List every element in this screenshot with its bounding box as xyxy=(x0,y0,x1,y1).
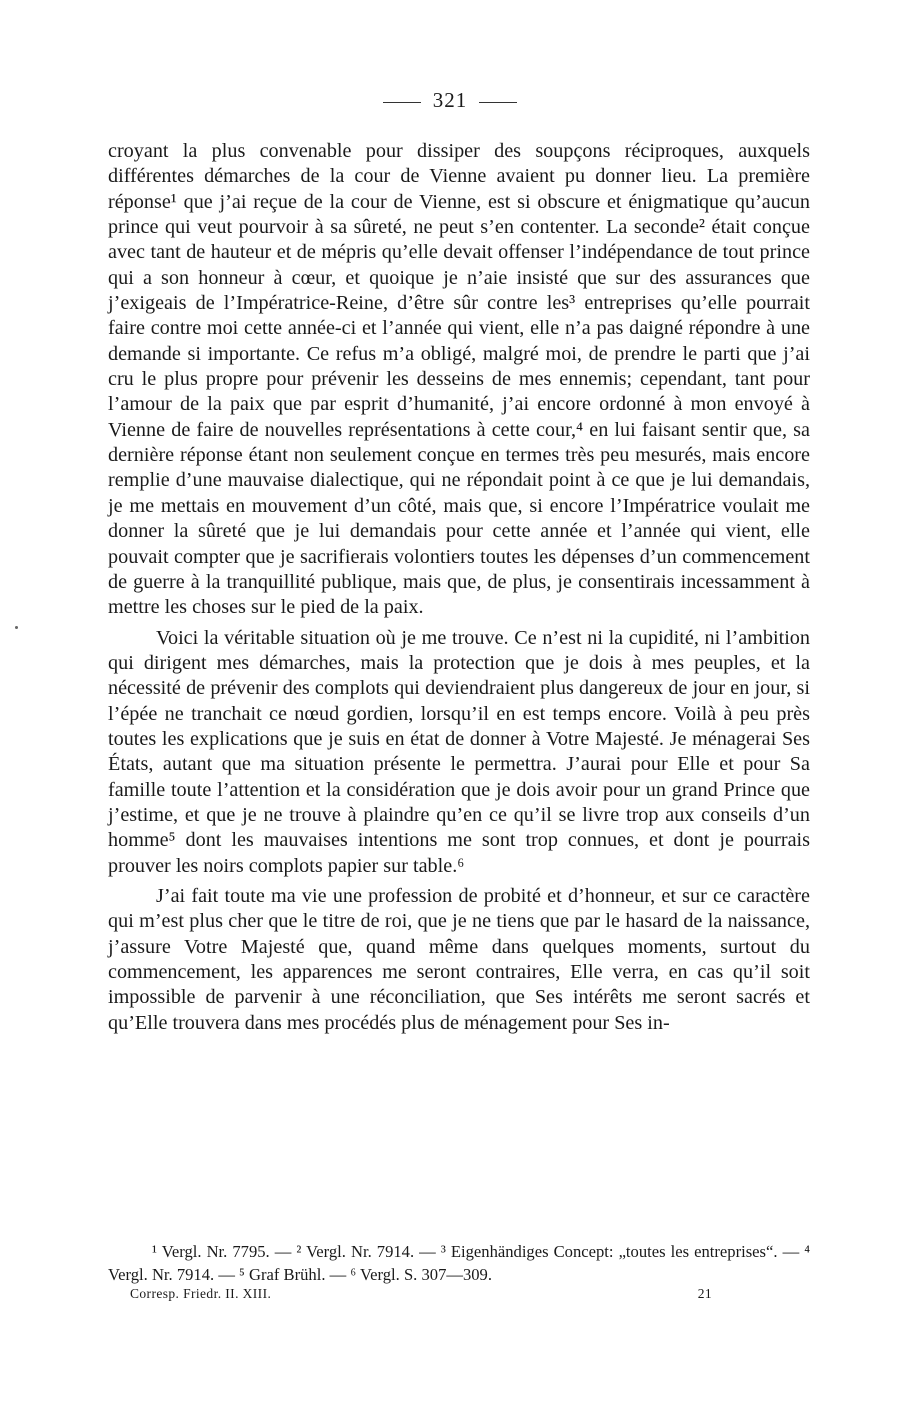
footnotes xyxy=(108,1240,810,1286)
paragraph-1: croyant la plus convenable pour dissiper des soupçons réciproques, auxquels différentes démarches de la cour de Vienne avaient pu donner lieu. La première réponse¹ que j’ai reçue de la cour de Vienne, est si obscure et énigmatique qu’aucun prince qui veut pourvoir à sa sûreté, ne peut s’en contenter. La seconde² était conçue avec tant de hauteur et de mépris qu’elle devait offenser l’indépendance de tout prince qui a son honneur à cœur, et quoique je n’aie insisté que sur des assurances que j’exigeais de l’Impératrice-Reine, d’être sûr contre les³ entreprises qu’elle pourrait faire contre moi cette année-ci et l’année qui vient, elle n’a pas daigné répondre à une demande si importante. Ce refus m’a obligé, malgré moi, de prendre le parti que j’ai cru le plus propre pour prévenir les desseins de mes ennemis; cependant, tant pour l’amour de la paix que par esprit d’humanité, j’ai encore ordonné à mon envoyé à Vienne de faire de nouvelles représentations à cette cour,⁴ en lui faisant sentir que, sa dernière réponse étant non seulement conçue en termes très peu mesurés, mais encore remplie d’une mauvaise dialectique, qui ne répondait point à ce que je lui demandais, je me mettais en mouvement d’un côté, mais que, si encore l’Impératrice voulait me donner la sûreté que je lui demandais pour cette année et l’année qui vient, elle pouvait compter que je sacrifierais volontiers toutes les dépenses d’un commencement de guerre à la tranquillité publique, mais que, de plus, je consentirais incessamment à mettre les choses sur le pied de la paix. xyxy=(108,140,810,619)
header-rule-right xyxy=(479,102,517,103)
margin-speck xyxy=(15,626,18,629)
page-header xyxy=(0,88,900,113)
page-footer xyxy=(130,1286,712,1302)
footnote-text: ¹ Vergl. Nr. 7795. — ² Vergl. Nr. 7914. — ³ Eigenhändiges Concept: „toutes les entreprises“. — ⁴ Vergl. Nr. 7914. — ⁵ Graf Brühl. — ⁶ Vergl. S. 307—309. xyxy=(108,1242,810,1284)
paragraph-2: Voici la véritable situation où je me trouve. Ce n’est ni la cupidité, ni l’ambition qui dirigent mes démarches, mais la protection que je dois à mes peuples, et la nécessité de prévenir des complots qui deviendraient plus dangereux de jour en jour, si l’épée ne tranchait ce nœud gordien, lorsqu’il en est temps encore. Voilà à peu près toutes les explications que je suis en état de donner à Votre Majesté. Je ménagerai Ses États, autant que ma situation présente le permettra. J’aurai pour Elle et pour Sa famille toute l’attention et la considération que je dois avoir pour un grand Prince que j’estime, et que je ne trouve à plaindre qu’en ce qu’il se livre trop aux conseils d’un homme⁵ dont les mauvaises intentions me sont trop connues, et dont je pourrais prouver les noirs complots papier sur table.⁶ xyxy=(108,626,810,877)
main-text xyxy=(108,139,810,1036)
paragraph-3: J’ai fait toute ma vie une profession de probité et d’honneur, et sur ce caractère qui m’est plus cher que le titre de roi, que je ne tiens que par le hasard de la naissance, j’assure Votre Majesté que, quand même dans quelques moments, surtout du commencement, les apparences me seront contraires, Elle verra, en cas qu’il soit impossible de parvenir à une réconciliation, que Ses intérêts me seront sacrés et qu’Elle trouvera dans mes procédés plus de ménagement pour Ses in- xyxy=(108,884,810,1034)
header-rule-left xyxy=(383,102,421,103)
footer-signature-number: 21 xyxy=(697,1286,712,1301)
footer-source: Corresp. Friedr. II. XIII. xyxy=(130,1286,272,1301)
page-number: 321 xyxy=(432,88,468,112)
